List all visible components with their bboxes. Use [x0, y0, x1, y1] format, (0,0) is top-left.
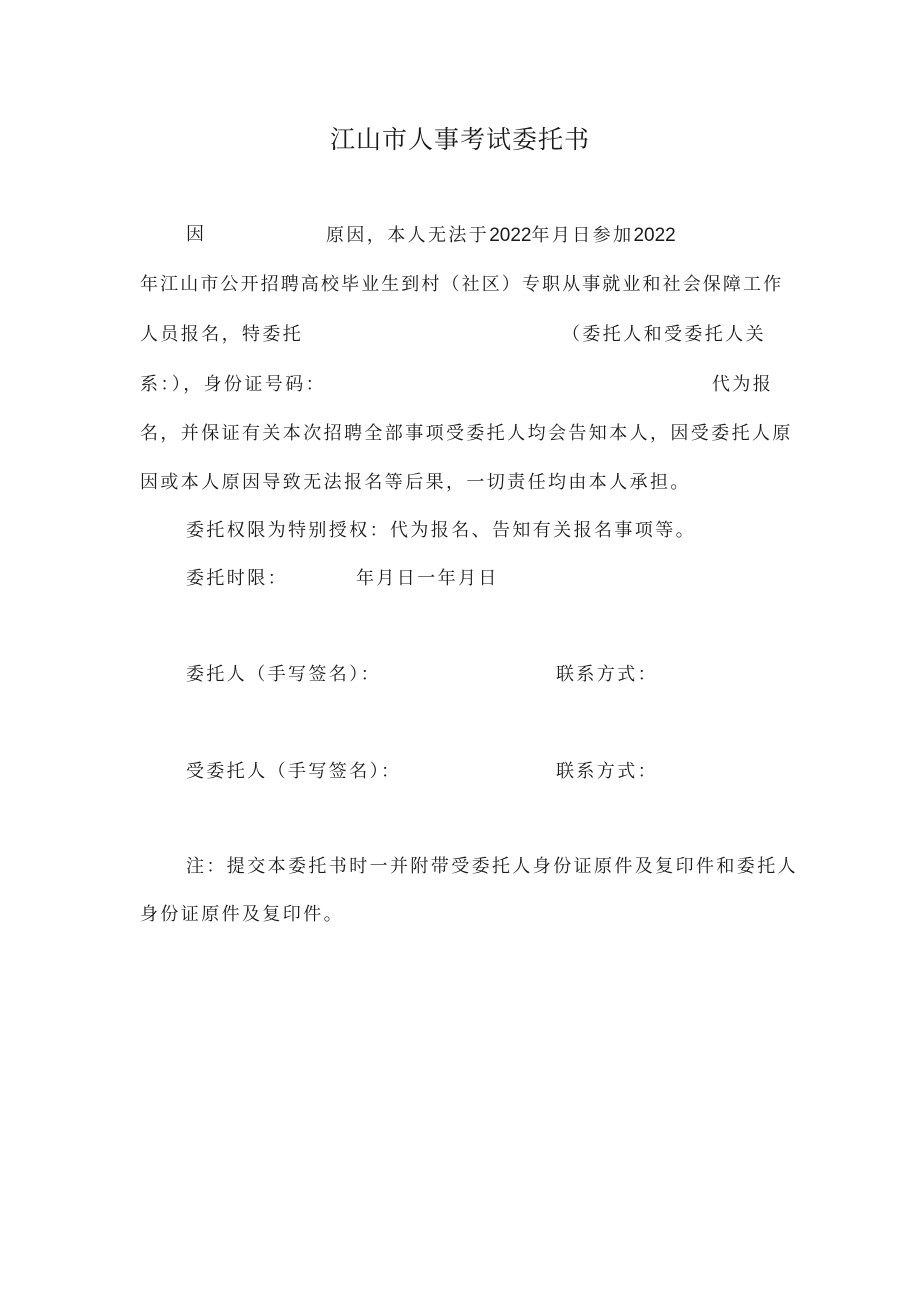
para1-line6: 因或本人原因导致无法报名等后果，一切责任均由本人承担。 — [140, 472, 691, 493]
principal-signature-label: 委托人（手写签名）： — [186, 664, 381, 685]
document-title: 江山市人事考试委托书 — [329, 125, 590, 154]
para1-line1-rest — [326, 226, 676, 245]
principal-contact-label: 联系方式： — [556, 664, 658, 685]
note-line2: 身份证原件及复印件。 — [140, 904, 344, 925]
authority-text: 委托权限为特别授权：代为报名、告知有关报名事项等。 — [186, 520, 696, 541]
para1-line4-end: 代为报 — [712, 374, 774, 395]
para1-year-1: 2022 — [489, 225, 532, 246]
para1-year-2: 2022 — [633, 225, 676, 246]
para1-reason-text: 原因，本人无法于 — [326, 225, 490, 246]
para1-line1-start: 因 — [186, 224, 207, 245]
para1-line3-end: （委托人和受委托人关 — [562, 324, 766, 345]
agent-signature-label: 受委托人（手写签名）： — [186, 761, 402, 782]
period-label: 委托时限： — [186, 568, 288, 589]
para1-line5: 名，并保证有关本次招聘全部事项受委托人均会告知本人，因受委托人原 — [140, 423, 793, 444]
period-value: 年月日一年月日 — [356, 568, 499, 589]
para1-line3-start: 人员报名，特委托 — [140, 324, 304, 345]
note-line1: 注：提交本委托书时一并附带受委托人身份证原件及复印件和委托人 — [186, 856, 798, 877]
para1-line2: 年江山市公开招聘高校毕业生到村（社区）专职从事就业和社会保障工作 — [140, 274, 784, 295]
para1-line4-start: 系：），身份证号码： — [140, 374, 326, 395]
para1-date-text: 年月日参加 — [531, 225, 634, 246]
agent-contact-label: 联系方式： — [556, 761, 658, 782]
